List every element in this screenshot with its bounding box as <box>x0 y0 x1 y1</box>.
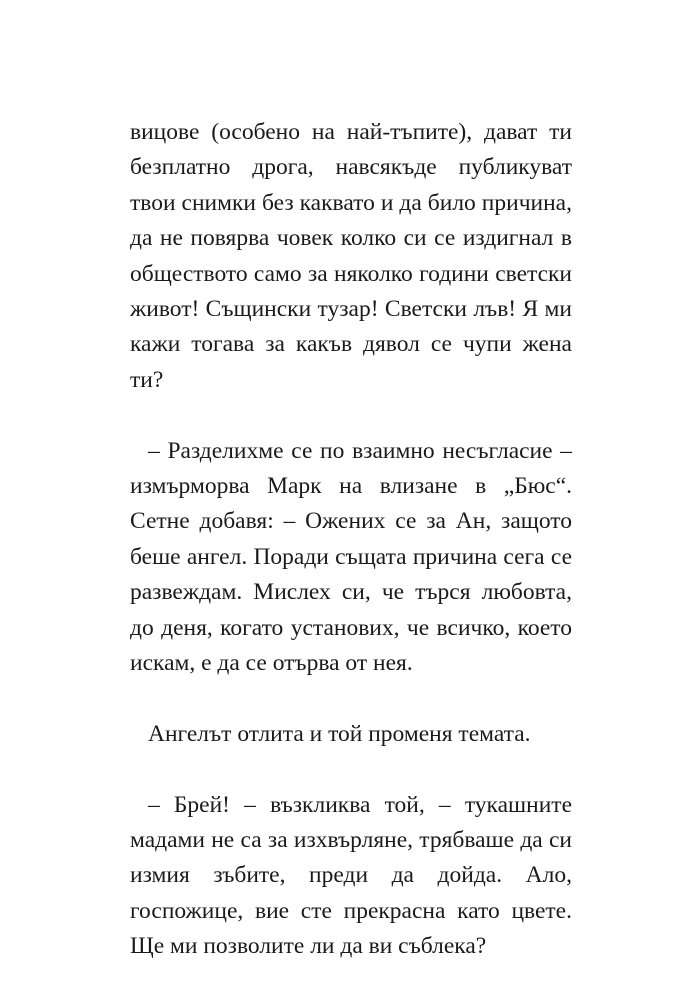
paragraph-4: – Брей! – възкликва той, – тукашните мадами не са за изхвърляне, трябваше да си измия зъбите, преди да дойда. Ало, госпожице, вие сте прекрасна като цвете. Ще ми позволите ли да ви съблека? <box>130 791 572 960</box>
page-text <box>130 115 572 965</box>
paragraph-2: – Разделихме се по взаимно несъгласие – измърморва Марк на влизане в „Бюс“. Сетне добавя: – Ожених се за Ан, защото беше ангел. Поради същата причина сега се развеждам. Мислех си, че търся любовта, до деня, когато установих, че всичко, което искам, е да се отърва от нея. <box>130 437 572 677</box>
paragraph-3: Ангелът отлита и той променя темата. <box>148 720 531 747</box>
paragraph-1: вицове (особено на най-тъпите), дават ти безплатно дрога, навсякъде публикуват твои снимки без каквато и да било причина, да не повярва човек колко си се издигнал в обществото само за няколко години светски живот! Същински тузар! Светски лъв! Я ми кажи тогава за какъв дявол се чупи жена ти? <box>130 119 572 393</box>
